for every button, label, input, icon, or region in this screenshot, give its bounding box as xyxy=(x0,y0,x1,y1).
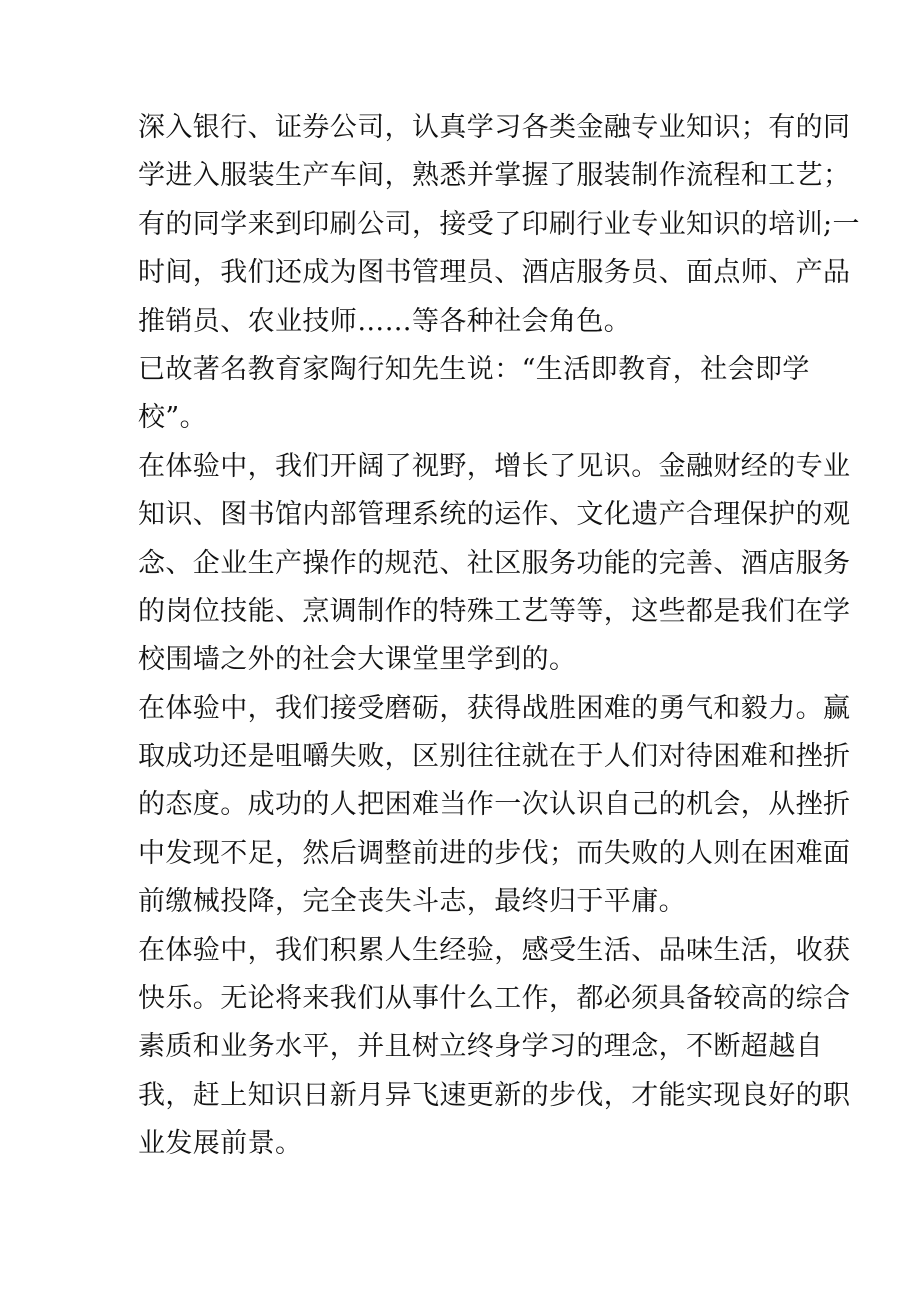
text-line: 取成功还是咀嚼失败，区别往往就在于人们对待困难和挫折 xyxy=(138,741,851,773)
text-line: 校”。 xyxy=(138,402,208,434)
text-line: 的态度。成功的人把困难当作一次认识自己的机会，从挫折 xyxy=(138,789,851,821)
text-line: 深入银行、证券公司，认真学习各类金融专业知识；有的同 xyxy=(138,112,851,143)
paragraph-3 xyxy=(138,443,851,685)
text-line: 校围墙之外的社会大课堂里学到的。 xyxy=(138,644,577,676)
text-line: 在体验中，我们开阔了视野，增长了见识。金融财经的专业 xyxy=(138,450,851,482)
text-line: 有的同学来到印刷公司，接受了印刷行业专业知识的培训;一 xyxy=(138,208,860,240)
text-line: 的岗位技能、烹调制作的特殊工艺等等，这些都是我们在学 xyxy=(138,595,851,627)
text-line: 知识、图书馆内部管理系统的运作、文化遗产合理保护的观 xyxy=(138,499,851,531)
text-line: 时间，我们还成为图书管理员、酒店服务员、面点师、产品 xyxy=(138,257,851,289)
text-line: 素质和业务水平，并且树立终身学习的理念，不断超越自 xyxy=(138,1031,823,1063)
text-line: 在体验中，我们接受磨砺，获得战胜困难的勇气和毅力。赢 xyxy=(138,692,851,724)
text-line: 念、企业生产操作的规范、社区服务功能的完善、酒店服务 xyxy=(138,547,851,579)
text-line: 我，赶上知识日新月异飞速更新的步伐，才能实现良好的职 xyxy=(138,1079,851,1111)
text-line: 已故著名教育家陶行知先生说：“生活即教育，社会即学 xyxy=(138,353,810,385)
text-line: 中发现不足，然后调整前进的步伐；而失败的人则在困难面 xyxy=(138,837,851,869)
document-body xyxy=(138,104,860,1169)
text-line: 业发展前景。 xyxy=(138,1128,303,1160)
text-line: 推销员、农业技师……等各种社会角色。 xyxy=(138,305,632,337)
text-line: 快乐。无论将来我们从事什么工作，都必须具备较高的综合 xyxy=(138,983,851,1015)
paragraph-4 xyxy=(138,685,851,927)
paragraph-1 xyxy=(138,104,860,346)
paragraph-2-quote xyxy=(138,346,810,443)
text-line: 学进入服装生产车间，熟悉并掌握了服装制作流程和工艺； xyxy=(138,160,851,192)
paragraph-5 xyxy=(138,927,851,1169)
text-line: 在体验中，我们积累人生经验，感受生活、品味生活，收获 xyxy=(138,934,851,966)
text-line: 前缴械投降，完全丧失斗志，最终归于平庸。 xyxy=(138,886,686,918)
